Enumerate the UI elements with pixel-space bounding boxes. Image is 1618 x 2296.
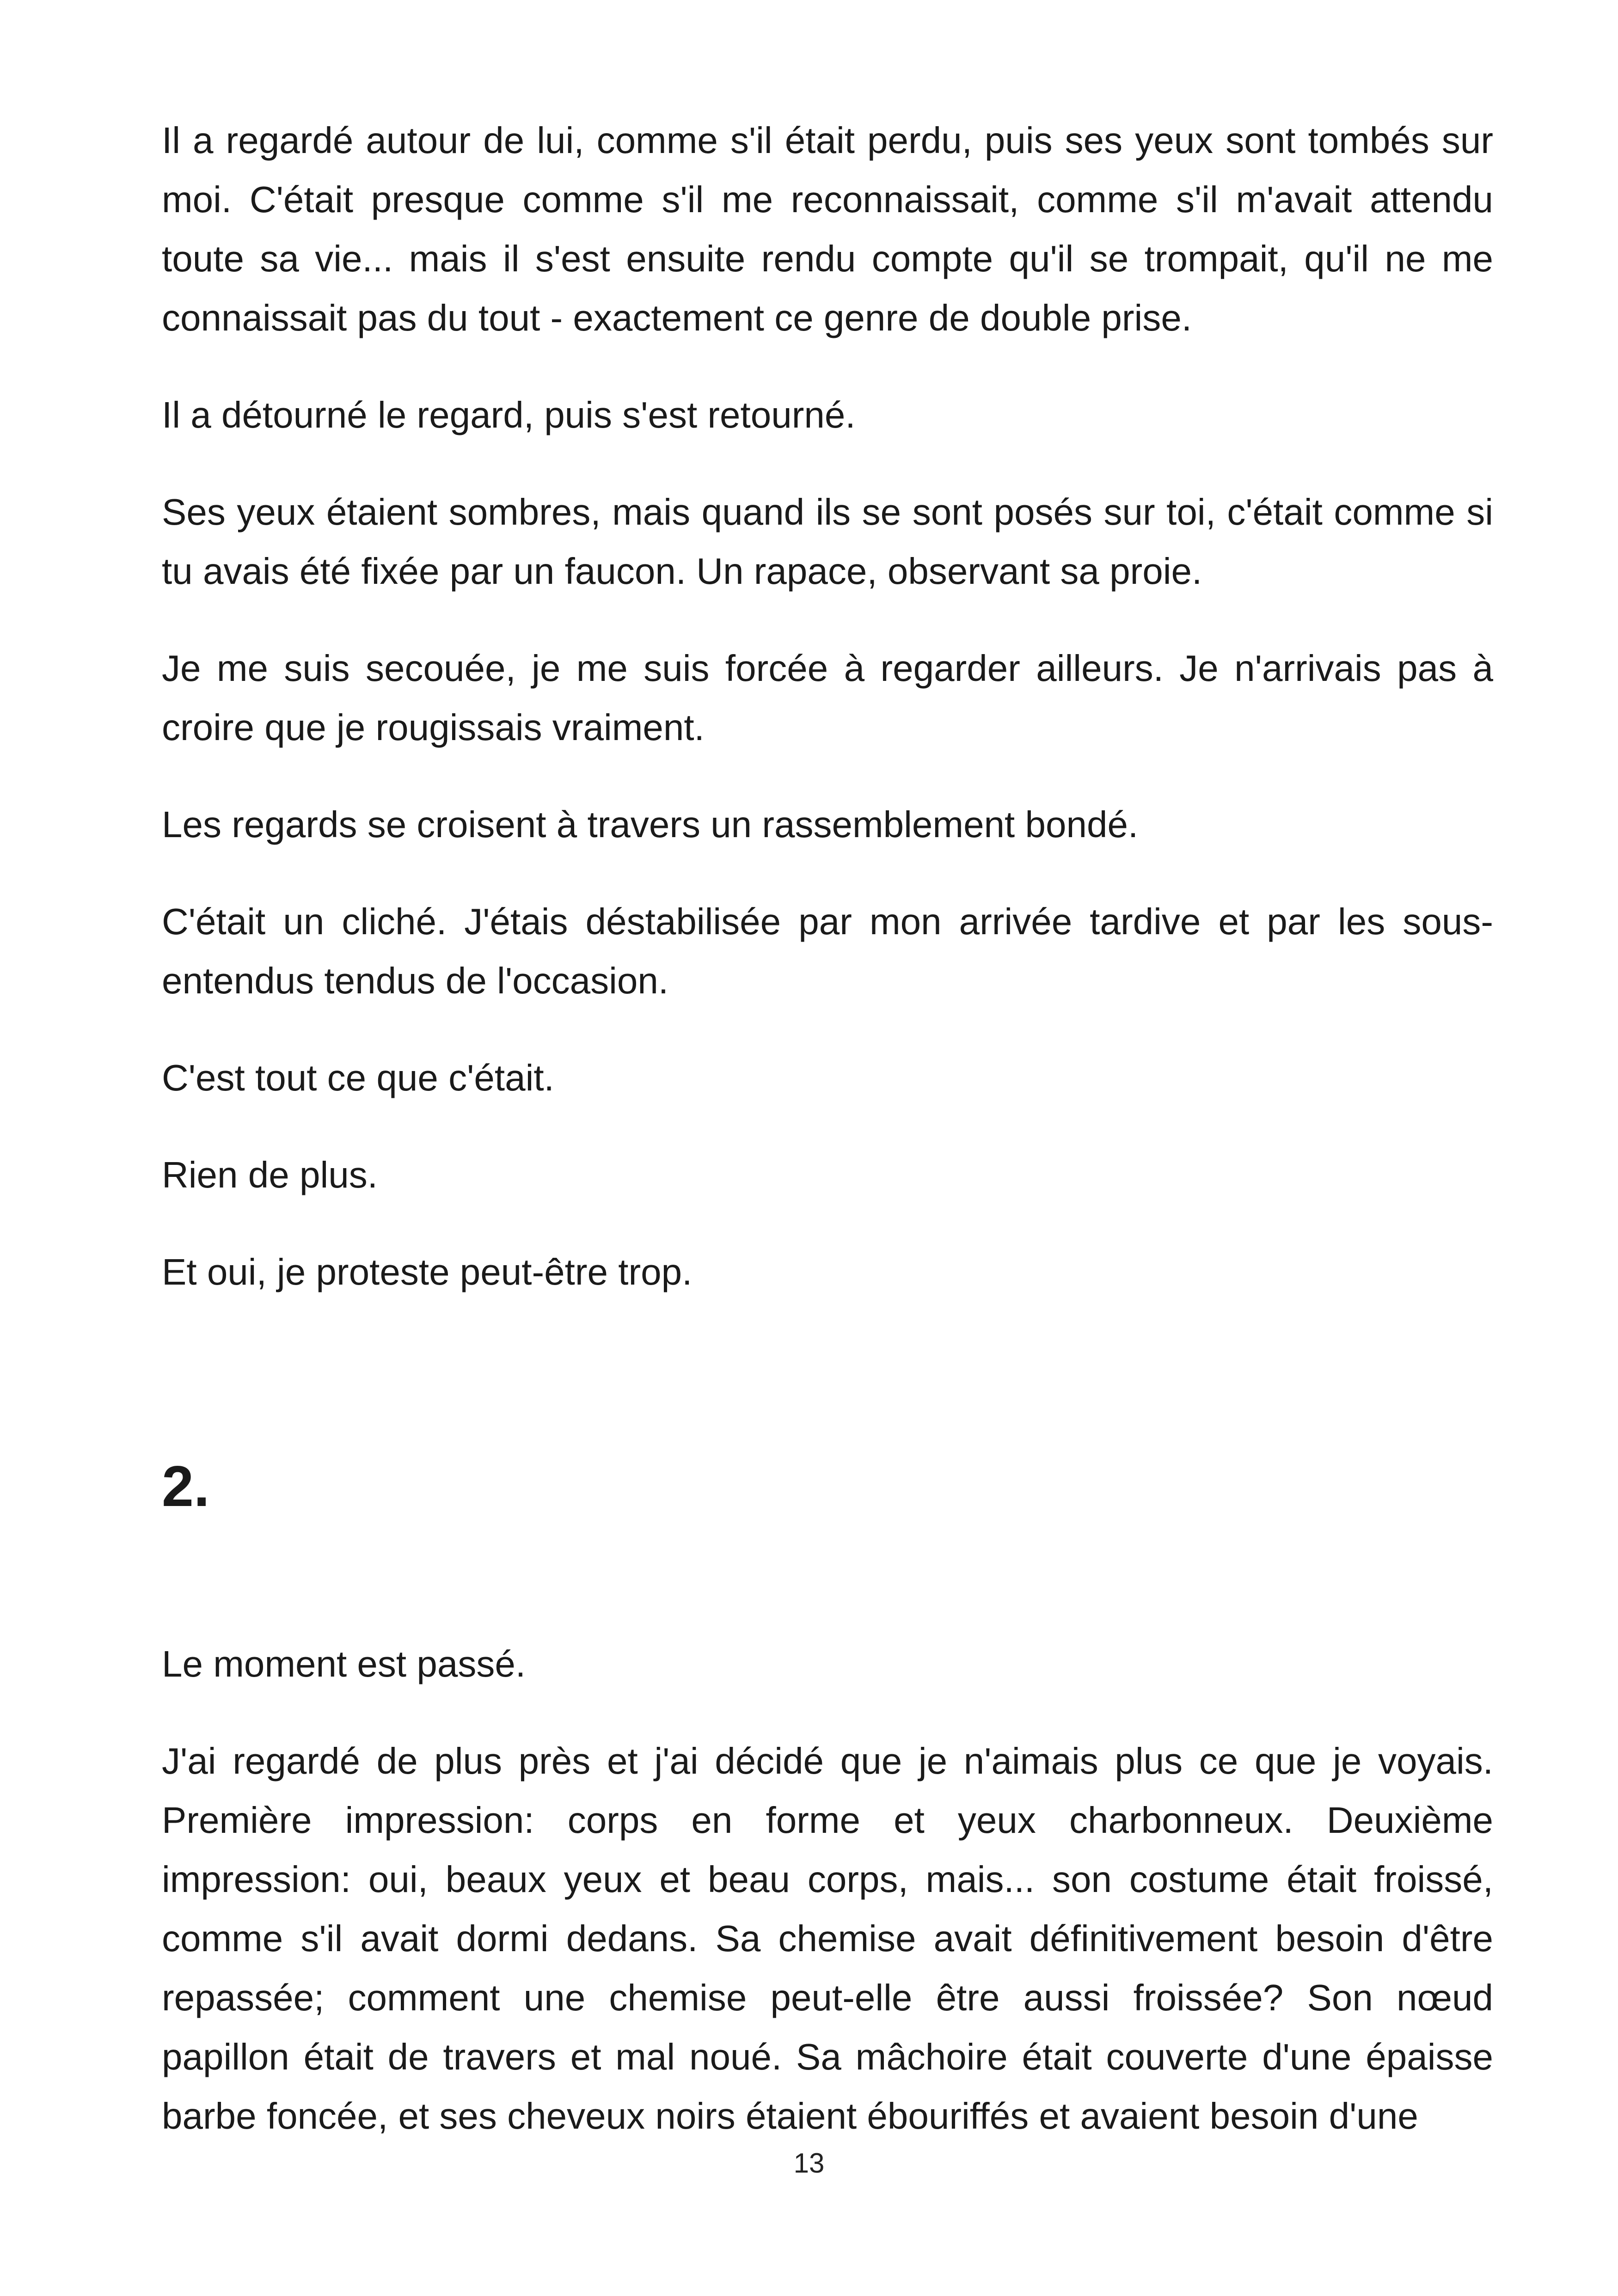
paragraph: Rien de plus. xyxy=(162,1154,378,1195)
paragraph: Il a regardé autour de lui, comme s'il était perdu, puis ses yeux sont tombés sur moi. C'était presque comme s'il me reconnaissait, comme s'il m'avait attendu toute sa vie... mais il s'est ensuite rendu compte qu'il se trompait, qu'il ne me connaissait pas du tout - exactement ce genre de double prise. xyxy=(162,120,1493,338)
paragraph: Il a détourné le regard, puis s'est retourné. xyxy=(162,394,856,435)
paragraph: Le moment est passé. xyxy=(162,1643,526,1684)
paragraph: Les regards se croisent à travers un rassemblement bondé. xyxy=(162,804,1139,845)
page-body xyxy=(162,111,1493,2184)
paragraph: Ses yeux étaient sombres, mais quand ils se sont posés sur toi, c'était comme si tu avais été fixée par un faucon. Un rapace, observant sa proie. xyxy=(162,491,1493,592)
paragraph: Et oui, je proteste peut-être trop. xyxy=(162,1251,693,1292)
chapter-heading: 2. xyxy=(162,1455,210,1518)
paragraph: J'ai regardé de plus près et j'ai décidé que je n'aimais plus ce que je voyais. Première impression: corps en forme et yeux charbonneux. Deuxième impression: oui, beaux yeux et beau corps, mais... son costume était froissé, comme s'il avait dormi dedans. Sa chemise avait définitivement besoin d'être repassée; comment une chemise peut-elle être aussi froissée? Son nœud papillon était de travers et mal noué. Sa mâchoire était couverte d'une épaisse barbe foncée, et ses cheveux noirs étaient ébouriffés et avaient besoin d'une xyxy=(162,1740,1493,2137)
paragraph: Je me suis secouée, je me suis forcée à regarder ailleurs. Je n'arrivais pas à croire que je rougissais vraiment. xyxy=(162,648,1493,748)
paragraph: C'est tout ce que c'était. xyxy=(162,1057,554,1098)
paragraph: C'était un cliché. J'étais déstabilisée par mon arrivée tardive et par les sous-entendus tendus de l'occasion. xyxy=(162,901,1493,1001)
page-number: 13 xyxy=(793,2148,825,2179)
